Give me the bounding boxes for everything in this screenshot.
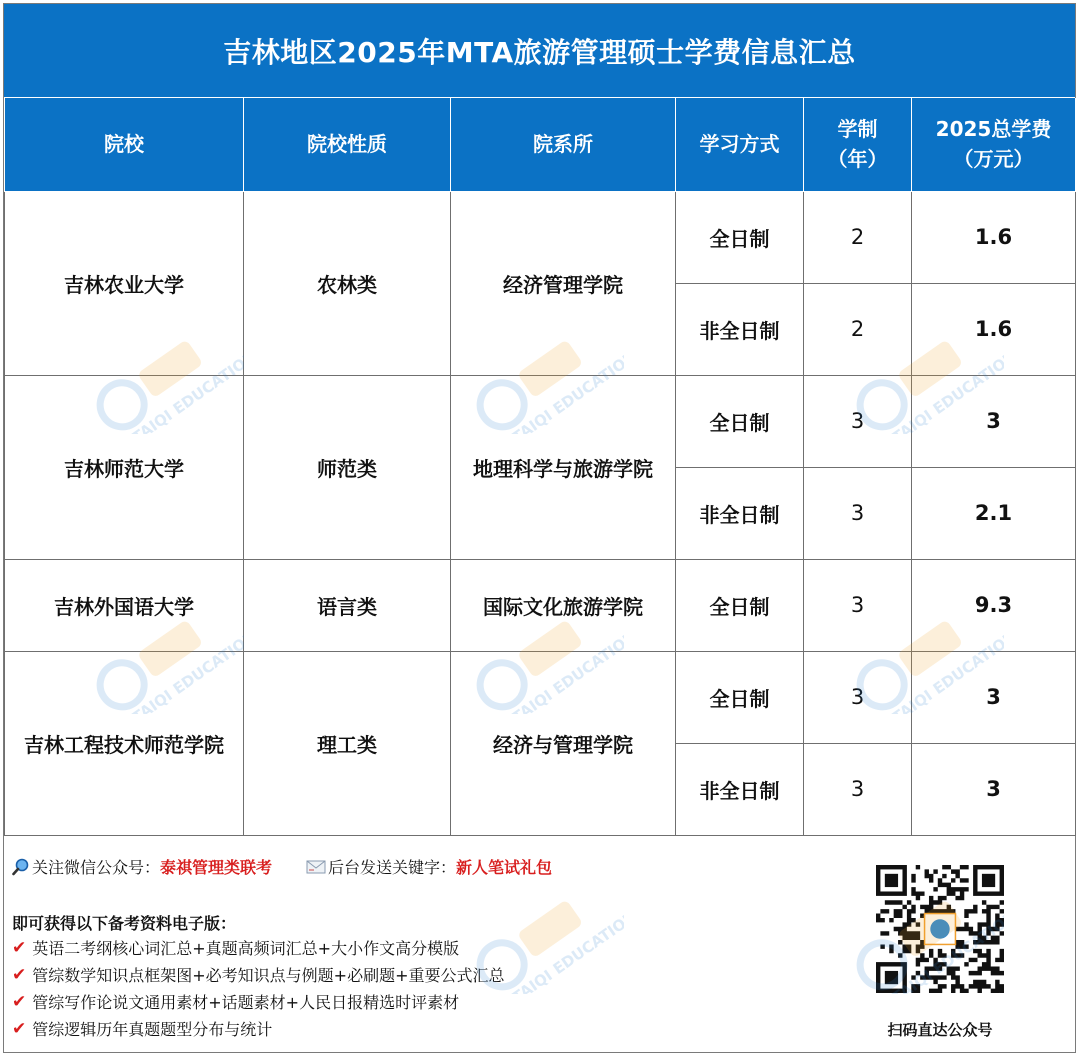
magnifier-icon [12, 858, 30, 876]
mode-cell: 全日制 [676, 651, 804, 743]
follow-account: 泰祺管理类联考 [160, 858, 273, 877]
follow-label: 关注微信公众号： [32, 858, 161, 877]
qr-caption: 扫码直达公众号 [887, 1021, 993, 1039]
svg-text:TAIQI EDUCATION: TAIQI EDUCATION [128, 347, 244, 434]
mode-cell: 非全日制 [676, 743, 804, 835]
school-cell: 吉林工程技术师范学院 [5, 651, 244, 835]
resources-intro: 即可获得以下备考资料电子版： [12, 914, 237, 933]
mode-cell: 非全日制 [676, 467, 804, 559]
duration-cell: 3 [804, 651, 912, 743]
svg-text:TAIQI EDUCATION: TAIQI EDUCATION [888, 907, 1004, 994]
duration-cell: 2 [804, 283, 912, 375]
fee-cell: 3 [912, 651, 1076, 743]
send-keyword: 新人笔试礼包 [456, 858, 553, 877]
fee-cell: 2.1 [912, 467, 1076, 559]
footer-panel [4, 839, 1075, 1052]
send-label: 后台发送关键字： [328, 858, 457, 877]
list-item-text: 管综数学知识点框架图+必考知识点与例题+必刷题+重要公式汇总 [32, 966, 505, 985]
table-row [5, 651, 1076, 743]
check-icon: ✔ [12, 938, 27, 958]
svg-text:TAIQI EDUCATION: TAIQI EDUCATION [888, 627, 1004, 714]
nature-cell: 语言类 [244, 559, 451, 651]
check-icon: ✔ [12, 1019, 27, 1039]
nature-cell: 理工类 [244, 651, 451, 835]
fee-cell: 9.3 [912, 559, 1076, 651]
svg-text:TAIQI EDUCATION: TAIQI EDUCATION [128, 627, 244, 714]
mode-cell: 全日制 [676, 191, 804, 283]
svg-text:TAIQI EDUCATION: TAIQI EDUCATION [508, 347, 624, 434]
header-nature: 院校性质 [244, 98, 451, 191]
duration-cell: 2 [804, 191, 912, 283]
table-row [5, 191, 1076, 283]
mode-cell: 非全日制 [676, 283, 804, 375]
table-header-row [5, 98, 1076, 191]
mode-cell: 全日制 [676, 375, 804, 467]
resource-list [12, 935, 504, 1043]
duration-cell: 3 [804, 375, 912, 467]
list-item-text: 英语二考纲核心词汇总+真题高频词汇总+大小作文高分模版 [32, 939, 460, 958]
list-item [12, 1016, 504, 1043]
list-item [12, 989, 504, 1016]
svg-text:TAIQI EDUCATION: TAIQI EDUCATION [508, 907, 624, 994]
check-icon: ✔ [12, 992, 27, 1012]
header-duration: 学制 （年） [804, 98, 912, 191]
department-cell: 地理科学与旅游学院 [451, 375, 676, 559]
department-cell: 经济管理学院 [451, 191, 676, 375]
header-mode: 学习方式 [676, 98, 804, 191]
mode-cell: 全日制 [676, 559, 804, 651]
envelope-icon [306, 859, 326, 875]
header-school: 院校 [5, 98, 244, 191]
school-cell: 吉林外国语大学 [5, 559, 244, 651]
duration-cell: 3 [804, 559, 912, 651]
fee-table [4, 98, 1076, 836]
check-icon: ✔ [12, 965, 27, 985]
table-row [5, 559, 1076, 651]
list-item [12, 935, 504, 962]
duration-cell: 3 [804, 743, 912, 835]
list-item [12, 962, 504, 989]
school-cell: 吉林农业大学 [5, 191, 244, 375]
svg-text:TAIQI EDUCATION: TAIQI EDUCATION [508, 627, 624, 714]
duration-cell: 3 [804, 467, 912, 559]
table-row [5, 375, 1076, 467]
follow-line [12, 855, 552, 878]
nature-cell: 农林类 [244, 191, 451, 375]
school-cell: 吉林师范大学 [5, 375, 244, 559]
fee-cell: 3 [912, 743, 1076, 835]
list-item-text: 管综写作论说文通用素材+话题素材+人民日报精选时评素材 [32, 993, 460, 1012]
page-title: 吉林地区2025年MTA旅游管理硕士学费信息汇总 [4, 4, 1075, 98]
department-cell: 经济与管理学院 [451, 651, 676, 835]
fee-cell: 3 [912, 375, 1076, 467]
fee-summary-page [3, 3, 1076, 1053]
header-department: 院系所 [451, 98, 676, 191]
fee-cell: 1.6 [912, 283, 1076, 375]
list-item-text: 管综逻辑历年真题题型分布与统计 [32, 1020, 273, 1039]
fee-cell: 1.6 [912, 191, 1076, 283]
svg-text:TAIQI EDUCATION: TAIQI EDUCATION [888, 347, 1004, 434]
department-cell: 国际文化旅游学院 [451, 559, 676, 651]
header-fee: 2025总学费 （万元） [912, 98, 1076, 191]
qr-code[interactable] [876, 865, 1004, 993]
nature-cell: 师范类 [244, 375, 451, 559]
